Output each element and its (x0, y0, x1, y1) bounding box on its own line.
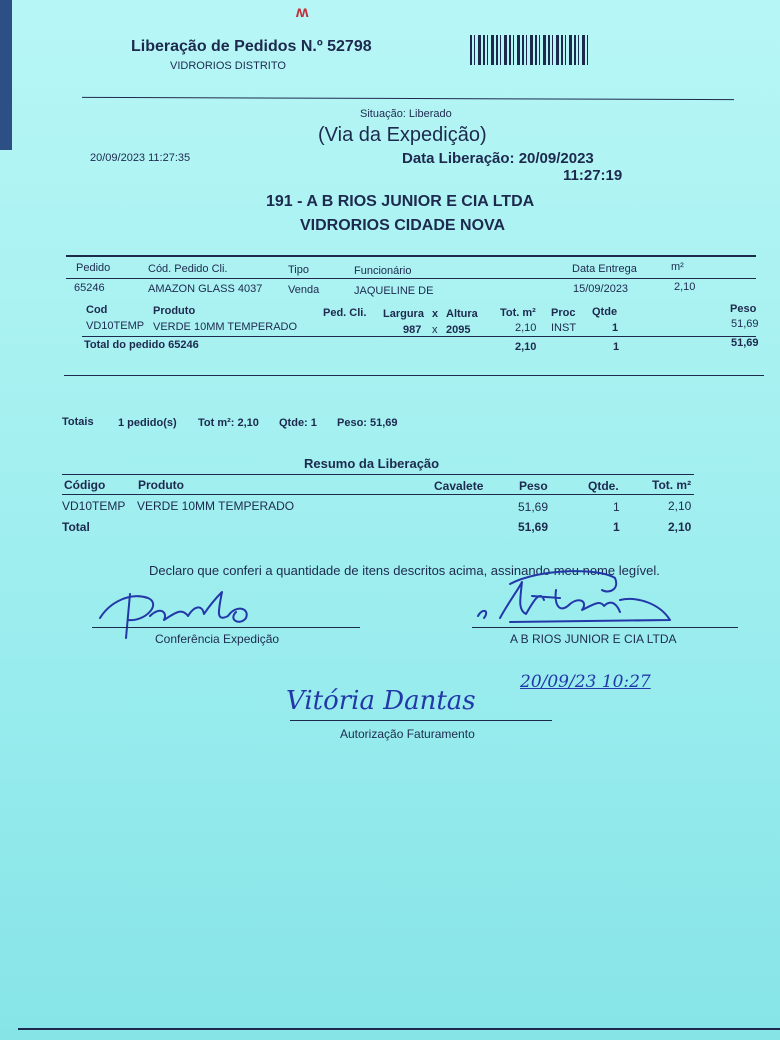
pedido-header-rule (66, 278, 756, 279)
col-data-entrega: Data Entrega (572, 263, 637, 275)
resumo-col-qtde: Qtde. (588, 479, 619, 493)
item-total-rule (82, 336, 756, 337)
pedido-m2: 2,10 (674, 281, 696, 293)
pedido-total-peso: 51,69 (731, 337, 759, 349)
pedido-funcionario: JAQUELINE DE (354, 285, 434, 297)
resumo-total-label: Total (62, 520, 90, 534)
item-col-produto: Produto (153, 305, 196, 317)
barcode (470, 35, 588, 65)
pedido-data-entrega: 15/09/2023 (573, 283, 629, 295)
logo-mark: ʍ (296, 4, 309, 21)
pedido-total-m2: 2,10 (515, 341, 537, 353)
pedido-cod-cli: AMAZON GLASS 4037 (148, 283, 263, 295)
totais-label: Totais (62, 416, 94, 428)
via-label: (Via da Expedição) (318, 124, 487, 146)
resumo-col-codigo: Código (64, 478, 106, 492)
item-col-cod: Cod (86, 304, 108, 316)
resumo-col-produto: Produto (138, 478, 184, 492)
resumo-row-produto: VERDE 10MM TEMPERADO (137, 499, 295, 513)
item-col-ped-cli: Ped. Cli. (323, 307, 367, 319)
item-col-peso: Peso (730, 303, 757, 315)
resumo-col-cavalete: Cavalete (434, 479, 484, 493)
cliente-name: 191 - A B RIOS JUNIOR E CIA LTDA (266, 193, 535, 210)
item-col-x: x (432, 308, 439, 320)
declaration-text: Declaro que conferi a quantidade de itens descritos acima, assinando meu nome legível. (149, 563, 660, 578)
resumo-col-tot-m2: Tot. m² (652, 478, 692, 492)
resumo-row-peso: 51,69 (518, 500, 549, 514)
item-tot-m2: 2,10 (515, 322, 537, 334)
autorizacao-line (290, 720, 552, 721)
document-title: Liberação de Pedidos N.º 52798 (131, 38, 372, 55)
resumo-top-rule (62, 474, 694, 475)
item-col-tot-m2: Tot. m² (500, 307, 536, 319)
background-edge (0, 0, 12, 150)
situacao-label: Situação: Liberado (360, 108, 452, 120)
totais-pedidos: 1 pedido(s) (118, 417, 177, 429)
item-x: x (432, 324, 438, 336)
item-peso: 51,69 (731, 318, 759, 330)
item-qtde: 1 (612, 322, 619, 334)
printed-timestamp: 20/09/2023 11:27:35 (90, 152, 191, 164)
pedido-total-qtde: 1 (613, 341, 620, 353)
item-col-altura: Altura (446, 308, 478, 320)
handwritten-date: 20/09/23 10:27 (520, 672, 651, 692)
company-name: VIDRORIOS DISTRITO (170, 60, 286, 72)
resumo-row-qtde: 1 (613, 500, 620, 514)
resumo-title: Resumo da Liberação (304, 456, 440, 471)
resumo-total-peso: 51,69 (518, 520, 549, 534)
pedido-total-label: Total do pedido 65246 (84, 339, 199, 351)
handwritten-name: Vitória Dantas (286, 686, 476, 716)
resumo-col-peso: Peso (519, 479, 548, 493)
resumo-header-rule (62, 494, 694, 495)
item-col-qtde: Qtde (592, 306, 618, 318)
header-divider (82, 97, 734, 100)
obra-name: VIDRORIOS CIDADE NOVA (300, 217, 506, 234)
autorizacao-label: Autorização Faturamento (340, 727, 475, 741)
item-col-largura: Largura (383, 308, 424, 320)
cliente-label: A B RIOS JUNIOR E CIA LTDA (510, 632, 677, 646)
pedido-bottom-rule (64, 375, 764, 376)
conferencia-line (92, 627, 360, 628)
totais-m2: Tot m²: 2,10 (198, 417, 259, 429)
resumo-row-tot-m2: 2,10 (668, 499, 692, 513)
col-m2: m² (671, 261, 684, 273)
bottom-edge (18, 1028, 780, 1030)
item-produto: VERDE 10MM TEMPERADO (153, 321, 298, 333)
item-col-proc: Proc (551, 307, 576, 319)
col-pedido: Pedido (76, 262, 111, 274)
col-funcionario: Funcionário (354, 265, 412, 277)
cliente-signature (470, 570, 685, 630)
conferencia-label: Conferência Expedição (155, 632, 280, 646)
cliente-line (472, 627, 738, 628)
resumo-total-qtde: 1 (613, 520, 620, 534)
item-altura: 2095 (446, 324, 471, 336)
hora-liberacao: 11:27:19 (563, 167, 623, 184)
pedido-number: 65246 (74, 282, 105, 294)
data-liberacao: Data Liberação: 20/09/2023 (402, 150, 594, 167)
item-largura: 987 (403, 324, 422, 336)
col-tipo: Tipo (288, 264, 309, 276)
pedido-tipo: Venda (288, 284, 320, 296)
resumo-total-tot-m2: 2,10 (668, 520, 692, 534)
resumo-row-codigo: VD10TEMP (62, 499, 126, 513)
item-cod: VD10TEMP (86, 320, 145, 332)
item-proc: INST (551, 322, 577, 334)
col-cod-cli: Cód. Pedido Cli. (148, 263, 228, 275)
totais-qtde: Qtde: 1 (279, 417, 317, 429)
totais-peso: Peso: 51,69 (337, 417, 398, 429)
pedido-top-rule (66, 255, 756, 257)
